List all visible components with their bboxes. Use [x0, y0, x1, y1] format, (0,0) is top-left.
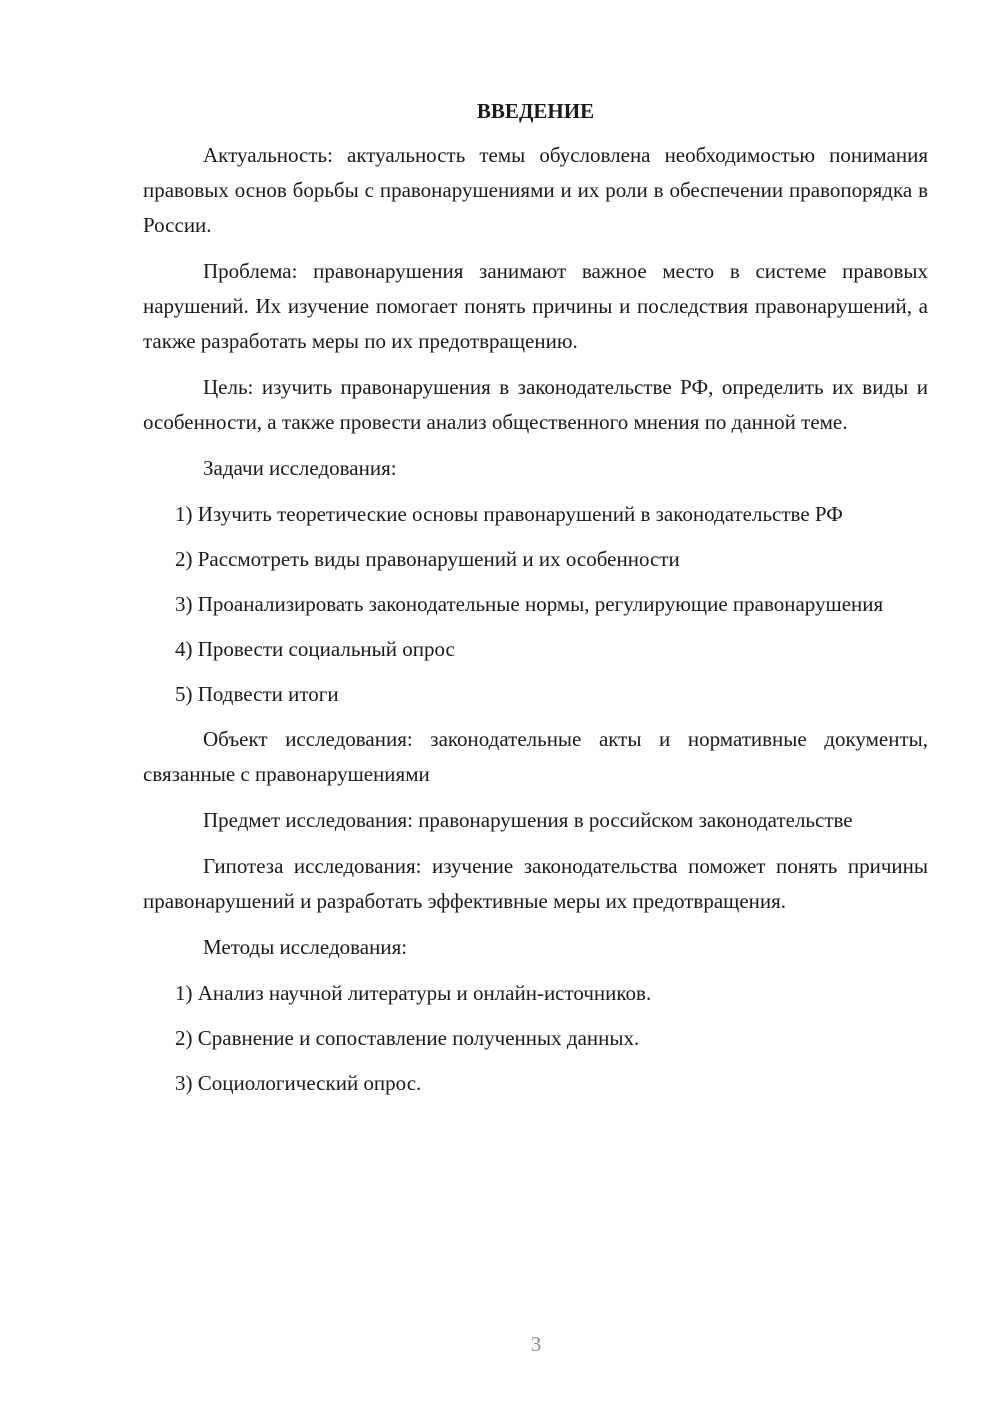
object-paragraph: Объект исследования: законодательные акты и нормативные документы, связанные с правонарушениями	[143, 727, 928, 786]
hypothesis-paragraph: Гипотеза исследования: изучение законодательства поможет понять причины правонарушений и разработать эффективные меры их предотвращения.	[143, 854, 928, 913]
section-title: ВВЕДЕНИЕ	[476, 99, 595, 123]
page-number: 3	[530, 1332, 542, 1356]
method-item: 3) Социологический опрос.	[175, 1071, 422, 1095]
task-item: 2) Рассмотреть виды правонарушений и их особенности	[175, 547, 680, 571]
method-item: 2) Сравнение и сопоставление полученных данных.	[175, 1026, 640, 1050]
goal-paragraph: Цель: изучить правонарушения в законодательстве РФ, определить их виды и особенности, а также провести анализ общественного мнения по данной теме.	[143, 375, 928, 434]
task-item: 3) Проанализировать законодательные нормы, регулирующие правонарушения	[175, 592, 884, 616]
task-item: 5) Подвести итоги	[175, 682, 339, 706]
tasks-heading: Задачи исследования:	[203, 456, 397, 480]
problem-paragraph: Проблема: правонарушения занимают важное место в системе правовых нарушений. Их изучение помогает понять причины и последствия правонарушений, а также разработать меры по их предотвращению.	[143, 259, 928, 353]
task-item: 1) Изучить теоретические основы правонарушений в законодательстве РФ	[175, 502, 843, 526]
task-item: 4) Провести социальный опрос	[175, 637, 455, 661]
document-page	[143, 92, 928, 1111]
methods-heading: Методы исследования:	[203, 935, 408, 959]
method-item: 1) Анализ научной литературы и онлайн-источников.	[175, 981, 652, 1005]
relevance-paragraph: Актуальность: актуальность темы обусловлена необходимостью понимания правовых основ борьбы с правонарушениями и их роли в обеспечении правопорядка в России.	[143, 143, 928, 237]
subject-paragraph: Предмет исследования: правонарушения в российском законодательстве	[203, 808, 853, 832]
